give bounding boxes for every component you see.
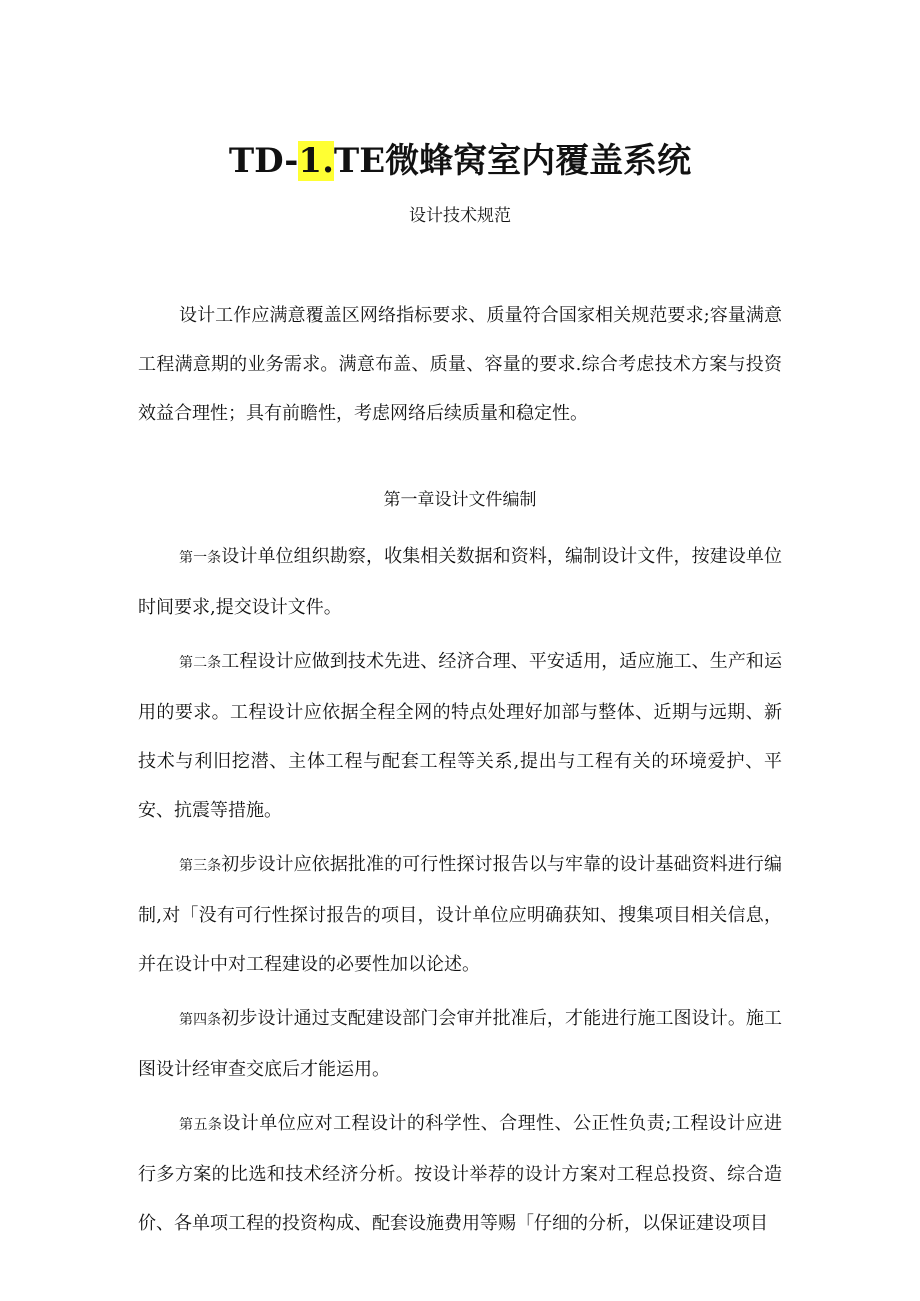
article-1-text: 设计单位组织勘察，收集相关数据和资料，编制设计文件，按建设单位时间要求,提交设计文件。 xyxy=(138,546,783,618)
title-suffix: TE微蜂窝室内覆盖系统 xyxy=(333,141,692,181)
article-1 xyxy=(138,532,782,632)
article-5 xyxy=(138,1099,782,1248)
article-3-number: 第三条 xyxy=(179,858,222,874)
article-3-text: 初步设计应依据批准的可行性探讨报告以与牢靠的设计基础资料进行编制,对「没有可行性探讨报告的项目，设计单位应明确获知、搜集项目相关信息，并在设计中对工程建设的必要性加以论述。 xyxy=(138,854,783,975)
intro-paragraph: 设计工作应满意覆盖区网络指标要求、质量符合国家相关规范要求;容量满意工程满意期的业务需求。满意布盖、质量、容量的要求.综合考虑技术方案与投资效益合理性；具有前瞻性，考虑网络后续质量和稳定性。 xyxy=(138,305,782,424)
article-5-number: 第五条 xyxy=(179,1117,223,1133)
article-4-text: 初步设计通过支配建设部门会审并批准后，才能进行施工图设计。施工图设计经审查交底后才能运用。 xyxy=(138,1008,783,1080)
document-title xyxy=(0,138,920,184)
chapter-heading: 第一章设计文件编制 xyxy=(383,490,537,510)
article-1-number: 第一条 xyxy=(179,550,222,566)
document-subtitle: 设计技术规范 xyxy=(409,206,511,226)
article-5-text: 设计单位应对工程设计的科学性、合理性、公正性负责;工程设计应进行多方案的比选和技术经济分析。按设计举荐的设计方案对工程总投资、综合造价、各单项工程的投资构成、配套设施费用等赐「仔细的分析，以保证建设项目 xyxy=(138,1113,783,1234)
article-4 xyxy=(138,994,782,1094)
article-4-number: 第四条 xyxy=(179,1012,222,1028)
article-3 xyxy=(138,840,782,989)
article-list xyxy=(138,532,782,1253)
article-2-number: 第二条 xyxy=(179,655,222,671)
title-prefix: TD- xyxy=(228,141,299,181)
article-2-text: 工程设计应做到技术先进、经济合理、平安适用，适应施工、生产和运用的要求。工程设计应依据全程全网的特点处理好加部与整体、近期与远期、新技术与利旧挖潜、主体工程与配套工程等关系,提出与工程有关的环境爱护、平安、抗震等措施。 xyxy=(138,651,783,821)
article-2 xyxy=(138,637,782,835)
title-highlighted-text: 1. xyxy=(298,141,334,181)
